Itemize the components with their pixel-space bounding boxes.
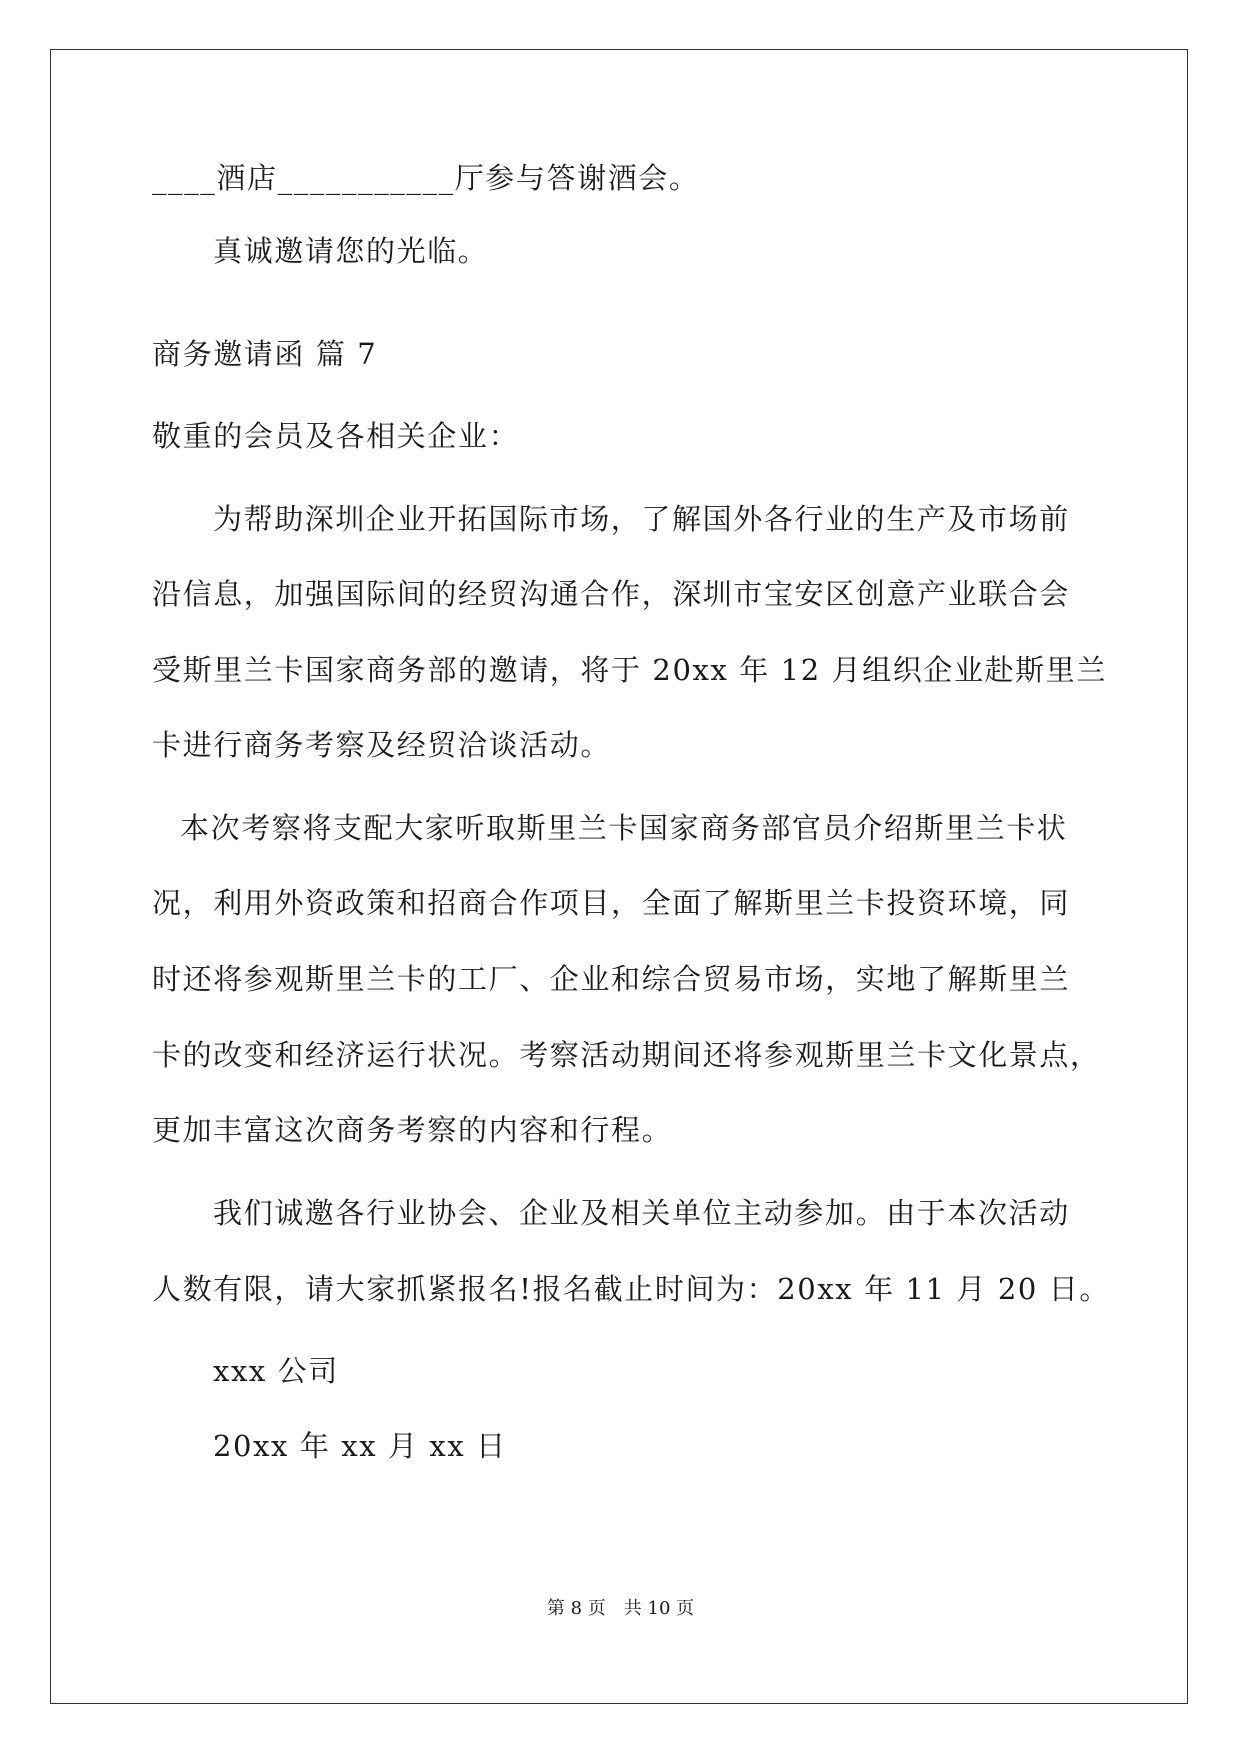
text-line: 况，利用外资政策和招商合作项目，全面了解斯里兰卡投资环境，同 [152,886,1071,920]
page-total: 共 10 页 [623,1598,695,1619]
page-number: 第 8 页 [546,1598,606,1619]
text-line: 本次考察将支配大家听取斯里兰卡国家商务部官员介绍斯里兰卡状 [180,811,1068,845]
signature-company: xxx 公司 [213,1354,339,1388]
section-heading: 商务邀请函 篇 7 [152,337,378,371]
text-line: 真诚邀请您的光临。 [213,234,489,268]
text-line: 沿信息，加强国际间的经贸沟通合作，深圳市宝安区创意产业联合会 [152,577,1071,611]
text-line: 受斯里兰卡国家商务部的邀请，将于 20xx 年 12 月组织企业赴斯里兰 [152,653,1107,687]
text-line: ____酒店___________厅参与答谢酒会。 [152,161,700,195]
text-line: 卡进行商务考察及经贸洽谈活动。 [152,728,612,762]
text-line: 我们诚邀各行业协会、企业及相关单位主动参加。由于本次活动 [213,1196,1070,1230]
text-line: 为帮助深圳企业开拓国际市场，了解国外各行业的生产及市场前 [213,502,1070,536]
salutation: 敬重的会员及各相关企业： [152,419,520,453]
text-line: 卡的改变和经济运行状况。考察活动期间还将参观斯里兰卡文化景点， [152,1038,1101,1072]
signature-date: 20xx 年 xx 月 xx 日 [213,1429,507,1463]
page-footer [0,1597,1241,1621]
text-line: 时还将参观斯里兰卡的工厂、企业和综合贸易市场，实地了解斯里兰 [152,962,1071,996]
text-line: 人数有限，请大家抓紧报名!报名截止时间为：20xx 年 11 月 20 日。 [152,1272,1110,1306]
text-line: 更加丰富这次商务考察的内容和行程。 [152,1113,673,1147]
